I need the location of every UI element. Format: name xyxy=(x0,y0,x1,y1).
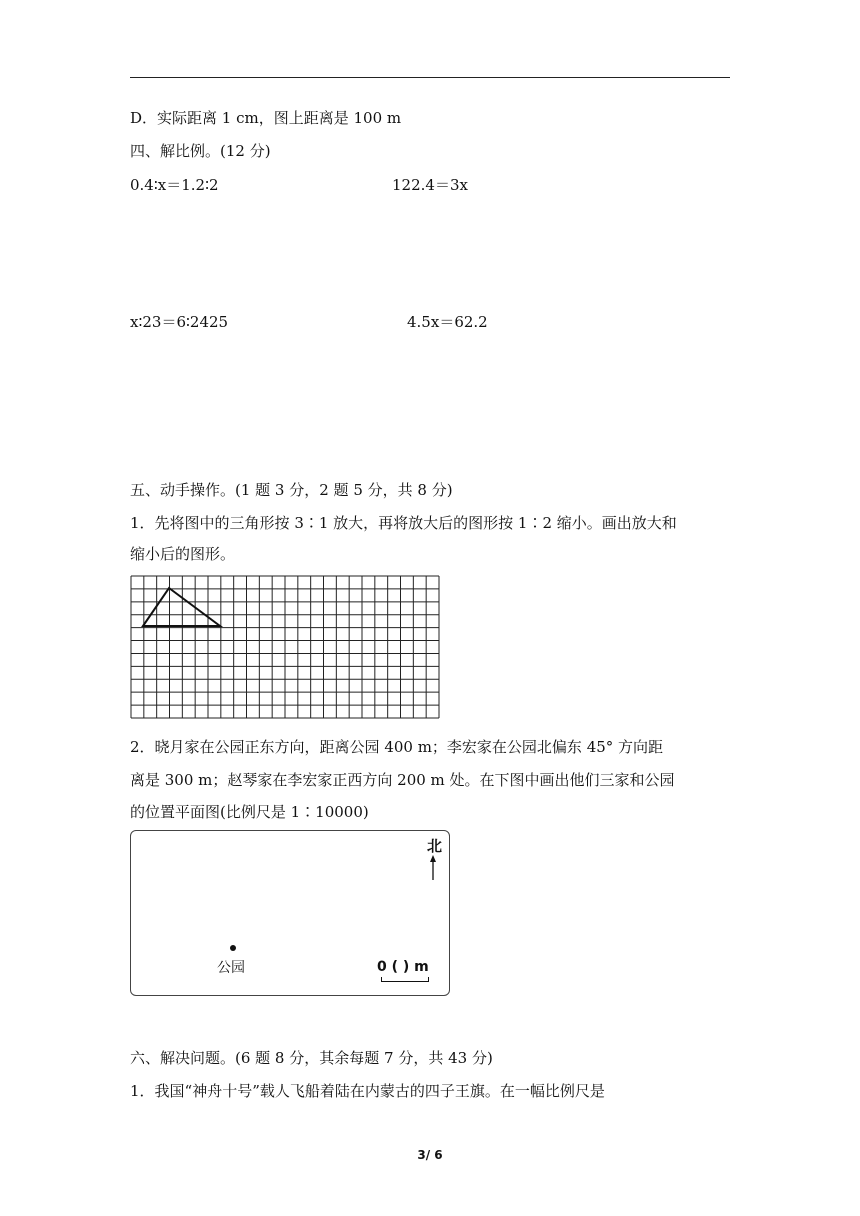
header-rule xyxy=(130,77,730,78)
scale-bar xyxy=(381,977,429,982)
question-2-line-3: 的位置平面图(比例尺是 1∶10000) xyxy=(130,803,369,821)
drawing-grid xyxy=(130,575,440,723)
question-2-line-2: 离是 300 m；赵琴家在李宏家正西方向 200 m 处。在下图中画出他们三家和公园 xyxy=(130,771,675,789)
map-box xyxy=(130,830,450,996)
question-1-line-2: 缩小后的图形。 xyxy=(130,545,236,563)
section-5-title: 五、动手操作。(1 题 3 分，2 题 5 分，共 8 分) xyxy=(130,481,453,499)
question-6-1-line-1: 1．我国“神舟十号”载人飞船着陆在内蒙古的四子王旗。在一幅比例尺是 xyxy=(130,1082,605,1100)
park-label: 公园 xyxy=(217,960,245,976)
section-4-title: 四、解比例。(12 分) xyxy=(130,142,271,160)
section-6-title: 六、解决问题。(6 题 8 分，其余每题 7 分，共 43 分) xyxy=(130,1049,493,1067)
question-2-line-1: 2．晓月家在公园正东方向，距离公园 400 m；李宏家在公园北偏东 45° 方向距 xyxy=(130,738,664,756)
equation-3: x∶23＝6∶2425 xyxy=(130,313,229,331)
equation-1: 0.4∶x＝1.2∶2 xyxy=(130,176,219,194)
equation-4: 4.5x＝62.2 xyxy=(407,313,488,331)
question-1-line-1: 1．先将图中的三角形按 3∶1 放大，再将放大后的图形按 1∶2 缩小。画出放大和 xyxy=(130,514,677,532)
grid-lines xyxy=(131,576,439,718)
north-arrow-icon xyxy=(427,855,439,881)
equation-2: 122.4＝3x xyxy=(392,176,468,194)
north-label: 北 xyxy=(427,837,443,855)
park-dot xyxy=(230,945,236,951)
grid-svg xyxy=(130,575,440,719)
page-number: 3/ 6 xyxy=(417,1148,443,1162)
option-d: D．实际距离 1 cm，图上距离是 100 m xyxy=(130,109,402,127)
scale-label: 0 ( ) m xyxy=(377,959,429,975)
